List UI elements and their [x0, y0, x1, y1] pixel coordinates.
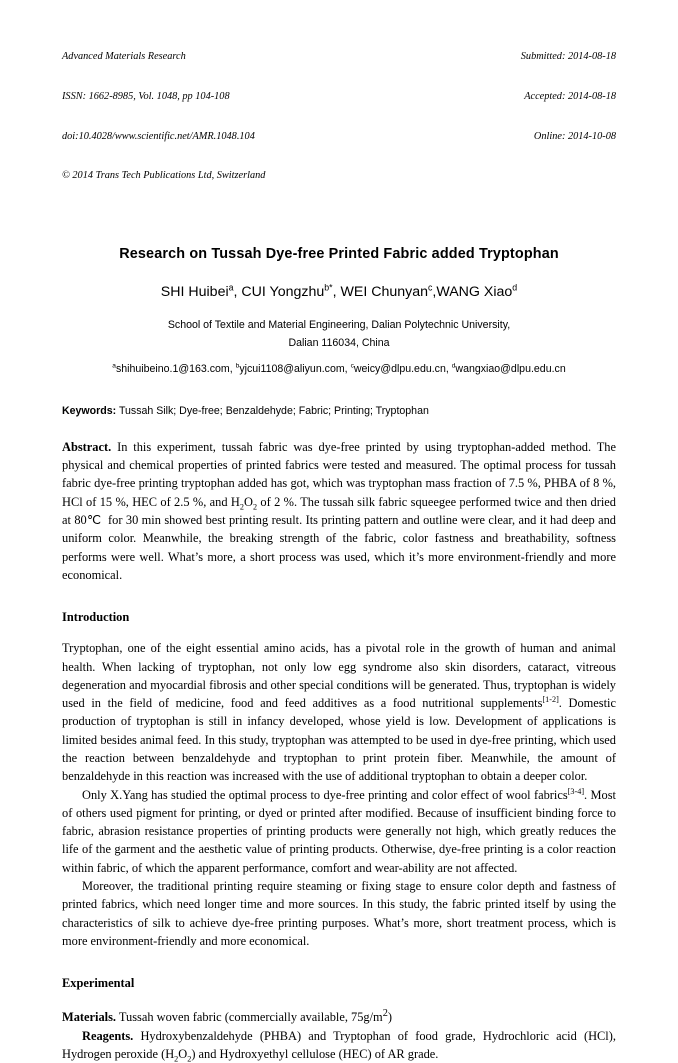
date-online: Online: 2014-10-08 — [533, 130, 616, 142]
page-title: Research on Tussah Dye-free Printed Fabric added Tryptophan — [119, 245, 559, 262]
section-heading-experimental: Experimental — [62, 976, 135, 991]
date-accepted: Accepted: 2014-08-18 — [524, 91, 616, 103]
section-heading-introduction: Introduction — [62, 610, 130, 625]
keywords-value: Tussah Silk; Dye-free; Benzaldehyde; Fabric; Printing; Tryptophan — [118, 404, 429, 417]
affiliation-line-2: Dalian 116034, China — [288, 336, 390, 349]
journal-doi: doi:10.4028/www.scientific.net/AMR.1048.104 — [62, 130, 255, 142]
affiliation-line-1: School of Textile and Material Engineering, Dalian Polytechnic University, — [167, 318, 511, 331]
intro-paragraph-1: Tryptophan, one of the eight essential amino acids, has a pivotal role in the growth of human and animal health. When lacking of tryptophan, not only low egg syndrome also skin disorders, cataract, vitreous degeneration and myocardial fibrosis and other special conditions will be generated. Thus, tryptophan is widely used in the field of medicine, food and feed additives as a food nutritional supplements[1-2]. Domestic production of tryptophan is still in infancy developed, whose yield is low. Development of applications is limited besides animal feed. In this study, tryptophan was attempted to be used in dye-free printing, which used the reaction between benzaldehyde and tryptophan to print protein fiber. Meanwhile, the amount of benzaldehyde in this reaction was increased with the use of additional tryptophan to obtain a deeper color. — [62, 641, 617, 784]
author-emails: $^a$shihuibeino.1@163.com, $^b$yjcui1108@aliyun.com, $^c$weicy@dlpu.edu.cn, $^d$wangxiao@dlpu.edu.cn — [112, 362, 566, 375]
journal-running-header — [62, 24, 616, 209]
abstract-text: In this experiment, tussah fabric was dye-free printed by using tryptophan-added method. The physical and chemical properties of printed fabrics were tested and measured. The optimal process for tussah fabric dye-free printing tryptophan added has got, which was tryptophan mass fraction of 7.5 %, PHBA of 8 %, HCl of 15 %, HEC of 2.5 %, and $H_2O_2$ of 2 %. The tussah silk fabric squeegee performed twice and then dried at 80℃ for 30 min showed best printing result. Its printing pattern and outline were clear, and it had deep and uniform color. Meanwhile, the breaking strength of the fabric, color fastness and breathability, softness performs were well. What’s more, a short process was used, which it’s more environment-friendly and more economical. — [62, 439, 616, 582]
materials-text: Tussah woven fabric (commercially available, $75g/m^2$) — [118, 1008, 393, 1025]
reagents-label: Reagents. — [82, 1028, 134, 1043]
materials-label: Materials. — [62, 1010, 117, 1025]
intro-paragraph-3: Moreover, the traditional printing require steaming or fixing stage to ensure color depth and fastness of printed fabrics, which need longer time and more sources. In this study, the fabric printed itself by using the characteristics of silk to achieve dye-free printing purposes. What’s more, short treatment process, which is more environment-friendly and more economical. — [62, 879, 616, 948]
journal-header-right — [521, 24, 616, 169]
reagents-text: Hydroxybenzaldehyde (PHBA) and Tryptophan of food grade, Hydrochloric acid (HCl), Hydrogen peroxide $(H_2O_2)$ and Hydroxyethyl cellulose (HEC) of AR grade. — [62, 1028, 616, 1063]
journal-issn-volume: ISSN: 1662-8985, Vol. 1048, pp 104-108 — [62, 91, 230, 103]
journal-copyright: © 2014 Trans Tech Publications Ltd, Switzerland — [62, 170, 266, 182]
abstract-label: Abstract. — [62, 439, 112, 454]
materials-line — [62, 1005, 616, 1026]
journal-header-left — [62, 24, 265, 209]
date-submitted: Submitted: 2014-08-18 — [520, 51, 616, 63]
intro-paragraph-2: Only X.Yang has studied the optimal process to dye-free printing and color effect of wool fabrics[3-4]. Most of others used pigment for printing, or dyed or printed after modified. Because of insufficient binding force to fabric, abrasion resistance properties of printing products were generally not high, which greatly reduces the life of the garment and the aesthetic value of printing products. Otherwise, dye-free printing is a color reaction within fabric, of which the apparent performance, comfort and wear-ability are not affected. — [62, 786, 616, 875]
keywords-label: Keywords: — [62, 404, 117, 417]
author-list: SHI Huibei$^a$, CUI Yongzhu$^{b*}$, WEI Chunyan$^c$,WANG Xiao$^d$ — [160, 282, 518, 300]
affiliation — [62, 316, 616, 352]
abstract-paragraph — [62, 438, 616, 584]
reagents-paragraph — [62, 1027, 616, 1063]
keywords-line — [62, 404, 616, 419]
journal-name: Advanced Materials Research — [62, 51, 186, 63]
